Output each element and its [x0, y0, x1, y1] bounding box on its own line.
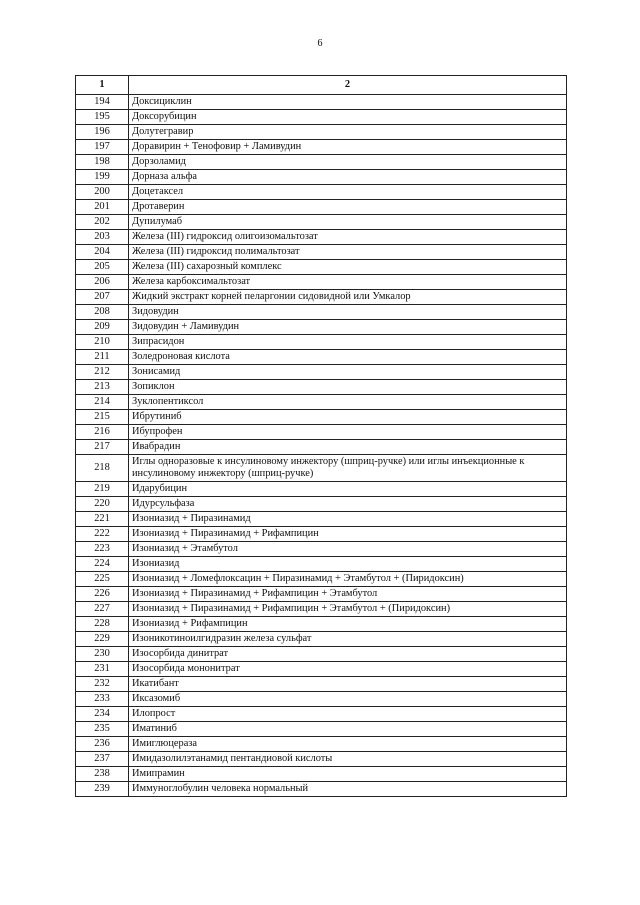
table-row — [76, 425, 567, 440]
drug-name-cell: Зидовудин + Ламивудин — [129, 320, 567, 335]
drug-name-cell: Имиглюцераза — [129, 737, 567, 752]
row-number-cell: 226 — [76, 587, 129, 602]
table-row — [76, 125, 567, 140]
drug-name-cell: Иммуноглобулин человека нормальный — [129, 782, 567, 797]
drug-name-cell: Доксициклин — [129, 95, 567, 110]
table-row — [76, 305, 567, 320]
table-row — [76, 350, 567, 365]
drug-name-cell: Изосорбида динитрат — [129, 647, 567, 662]
row-number-cell: 206 — [76, 275, 129, 290]
drug-name-cell: Доцетаксел — [129, 185, 567, 200]
drug-name-cell: Изоникотиноилгидразин железа сульфат — [129, 632, 567, 647]
drug-name-cell: Зидовудин — [129, 305, 567, 320]
row-number-cell: 214 — [76, 395, 129, 410]
row-number-cell: 194 — [76, 95, 129, 110]
table-row — [76, 482, 567, 497]
row-number-cell: 207 — [76, 290, 129, 305]
row-number-cell: 229 — [76, 632, 129, 647]
row-number-cell: 215 — [76, 410, 129, 425]
drug-name-cell: Дротаверин — [129, 200, 567, 215]
row-number-cell: 220 — [76, 497, 129, 512]
row-number-cell: 238 — [76, 767, 129, 782]
table-row — [76, 440, 567, 455]
table-row — [76, 722, 567, 737]
table-row — [76, 110, 567, 125]
table-row — [76, 245, 567, 260]
table-row — [76, 410, 567, 425]
row-number-cell: 233 — [76, 692, 129, 707]
drug-name-cell: Зопиклон — [129, 380, 567, 395]
drug-name-cell: Железа (III) гидроксид олигоизомальтозат — [129, 230, 567, 245]
table-row — [76, 692, 567, 707]
row-number-cell: 208 — [76, 305, 129, 320]
row-number-cell: 211 — [76, 350, 129, 365]
row-number-cell: 224 — [76, 557, 129, 572]
table-row — [76, 395, 567, 410]
row-number-cell: 217 — [76, 440, 129, 455]
table-row — [76, 290, 567, 305]
table-row — [76, 215, 567, 230]
row-number-cell: 218 — [76, 455, 129, 482]
drug-name-cell: Долутегравир — [129, 125, 567, 140]
table-row — [76, 632, 567, 647]
table-row — [76, 572, 567, 587]
table-row — [76, 737, 567, 752]
table-row — [76, 587, 567, 602]
drug-name-cell: Ибрутиниб — [129, 410, 567, 425]
row-number-cell: 237 — [76, 752, 129, 767]
drug-name-cell: Изониазид + Рифампицин — [129, 617, 567, 632]
table-row — [76, 155, 567, 170]
table-row — [76, 662, 567, 677]
table-row — [76, 707, 567, 722]
drug-name-cell: Железа (III) гидроксид полимальтозат — [129, 245, 567, 260]
table-row — [76, 335, 567, 350]
table-row — [76, 140, 567, 155]
row-number-cell: 239 — [76, 782, 129, 797]
row-number-cell: 232 — [76, 677, 129, 692]
drug-name-cell: Дорзоламид — [129, 155, 567, 170]
row-number-cell: 201 — [76, 200, 129, 215]
drug-name-cell: Имидазолилэтанамид пентандиовой кислоты — [129, 752, 567, 767]
row-number-cell: 234 — [76, 707, 129, 722]
drug-name-cell: Иматиниб — [129, 722, 567, 737]
row-number-cell: 198 — [76, 155, 129, 170]
column-header-name: 2 — [129, 76, 567, 95]
drug-name-cell: Ивабрадин — [129, 440, 567, 455]
table-row — [76, 647, 567, 662]
drug-name-cell: Изониазид + Пиразинамид + Рифампицин + Этамбутол + (Пиридоксин) — [129, 602, 567, 617]
row-number-cell: 203 — [76, 230, 129, 245]
drug-name-cell: Зонисамид — [129, 365, 567, 380]
table-row — [76, 557, 567, 572]
row-number-cell: 202 — [76, 215, 129, 230]
row-number-cell: 195 — [76, 110, 129, 125]
table-row — [76, 767, 567, 782]
row-number-cell: 196 — [76, 125, 129, 140]
drug-name-cell: Изониазид + Пиразинамид + Рифампицин + Этамбутол — [129, 587, 567, 602]
table-row — [76, 380, 567, 395]
row-number-cell: 213 — [76, 380, 129, 395]
row-number-cell: 212 — [76, 365, 129, 380]
table-row — [76, 602, 567, 617]
table-row — [76, 527, 567, 542]
table-row — [76, 677, 567, 692]
table-row — [76, 617, 567, 632]
table-row — [76, 95, 567, 110]
row-number-cell: 209 — [76, 320, 129, 335]
table-row — [76, 782, 567, 797]
drug-name-cell: Изосорбида мононитрат — [129, 662, 567, 677]
row-number-cell: 205 — [76, 260, 129, 275]
drug-name-cell: Имипрамин — [129, 767, 567, 782]
drug-name-cell: Доксорубицин — [129, 110, 567, 125]
drug-name-cell: Илопрост — [129, 707, 567, 722]
row-number-cell: 230 — [76, 647, 129, 662]
drug-name-cell: Железа (III) сахарозный комплекс — [129, 260, 567, 275]
table-row — [76, 365, 567, 380]
table-row — [76, 200, 567, 215]
drug-name-cell: Зуклопентиксол — [129, 395, 567, 410]
drug-name-cell: Икатибант — [129, 677, 567, 692]
row-number-cell: 199 — [76, 170, 129, 185]
row-number-cell: 236 — [76, 737, 129, 752]
row-number-cell: 225 — [76, 572, 129, 587]
drug-name-cell: Изониазид — [129, 557, 567, 572]
table-row — [76, 497, 567, 512]
drug-name-cell: Дорназа альфа — [129, 170, 567, 185]
row-number-cell: 197 — [76, 140, 129, 155]
drug-name-cell: Изониазид + Ломефлоксацин + Пиразинамид + Этамбутол + (Пиридоксин) — [129, 572, 567, 587]
table-row — [76, 512, 567, 527]
drug-name-cell: Золедроновая кислота — [129, 350, 567, 365]
row-number-cell: 227 — [76, 602, 129, 617]
page-number: 6 — [317, 38, 323, 49]
drug-name-cell: Дупилумаб — [129, 215, 567, 230]
table-row — [76, 455, 567, 482]
drug-name-cell: Изониазид + Пиразинамид — [129, 512, 567, 527]
drug-name-cell: Ибупрофен — [129, 425, 567, 440]
drug-name-cell: Изониазид + Этамбутол — [129, 542, 567, 557]
table-row — [76, 320, 567, 335]
row-number-cell: 221 — [76, 512, 129, 527]
row-number-cell: 228 — [76, 617, 129, 632]
row-number-cell: 204 — [76, 245, 129, 260]
drug-name-cell: Доравирин + Тенофовир + Ламивудин — [129, 140, 567, 155]
drug-name-cell: Жидкий экстракт корней пеларгонии сидовидной или Умкалор — [129, 290, 567, 305]
row-number-cell: 216 — [76, 425, 129, 440]
drug-name-cell: Железа карбоксимальтозат — [129, 275, 567, 290]
table-row — [76, 260, 567, 275]
drug-name-cell: Иглы одноразовые к инсулиновому инжектору (шприц-ручке) или иглы инъекционные к инсулиновому инжектору (шприц-ручке) — [129, 455, 567, 482]
table-row — [76, 170, 567, 185]
drug-name-cell: Идурсульфаза — [129, 497, 567, 512]
table-row — [76, 230, 567, 245]
table-row — [76, 542, 567, 557]
table-body — [76, 95, 567, 797]
table-header-row — [76, 76, 567, 95]
row-number-cell: 235 — [76, 722, 129, 737]
drug-name-cell: Иксазомиб — [129, 692, 567, 707]
row-number-cell: 200 — [76, 185, 129, 200]
column-header-number: 1 — [76, 76, 129, 95]
row-number-cell: 210 — [76, 335, 129, 350]
table-row — [76, 185, 567, 200]
row-number-cell: 222 — [76, 527, 129, 542]
row-number-cell: 219 — [76, 482, 129, 497]
row-number-cell: 231 — [76, 662, 129, 677]
drug-name-cell: Зипрасидон — [129, 335, 567, 350]
drug-name-cell: Изониазид + Пиразинамид + Рифампицин — [129, 527, 567, 542]
table-row — [76, 275, 567, 290]
row-number-cell: 223 — [76, 542, 129, 557]
drug-name-cell: Идарубицин — [129, 482, 567, 497]
drug-list-table — [75, 75, 567, 797]
table-row — [76, 752, 567, 767]
